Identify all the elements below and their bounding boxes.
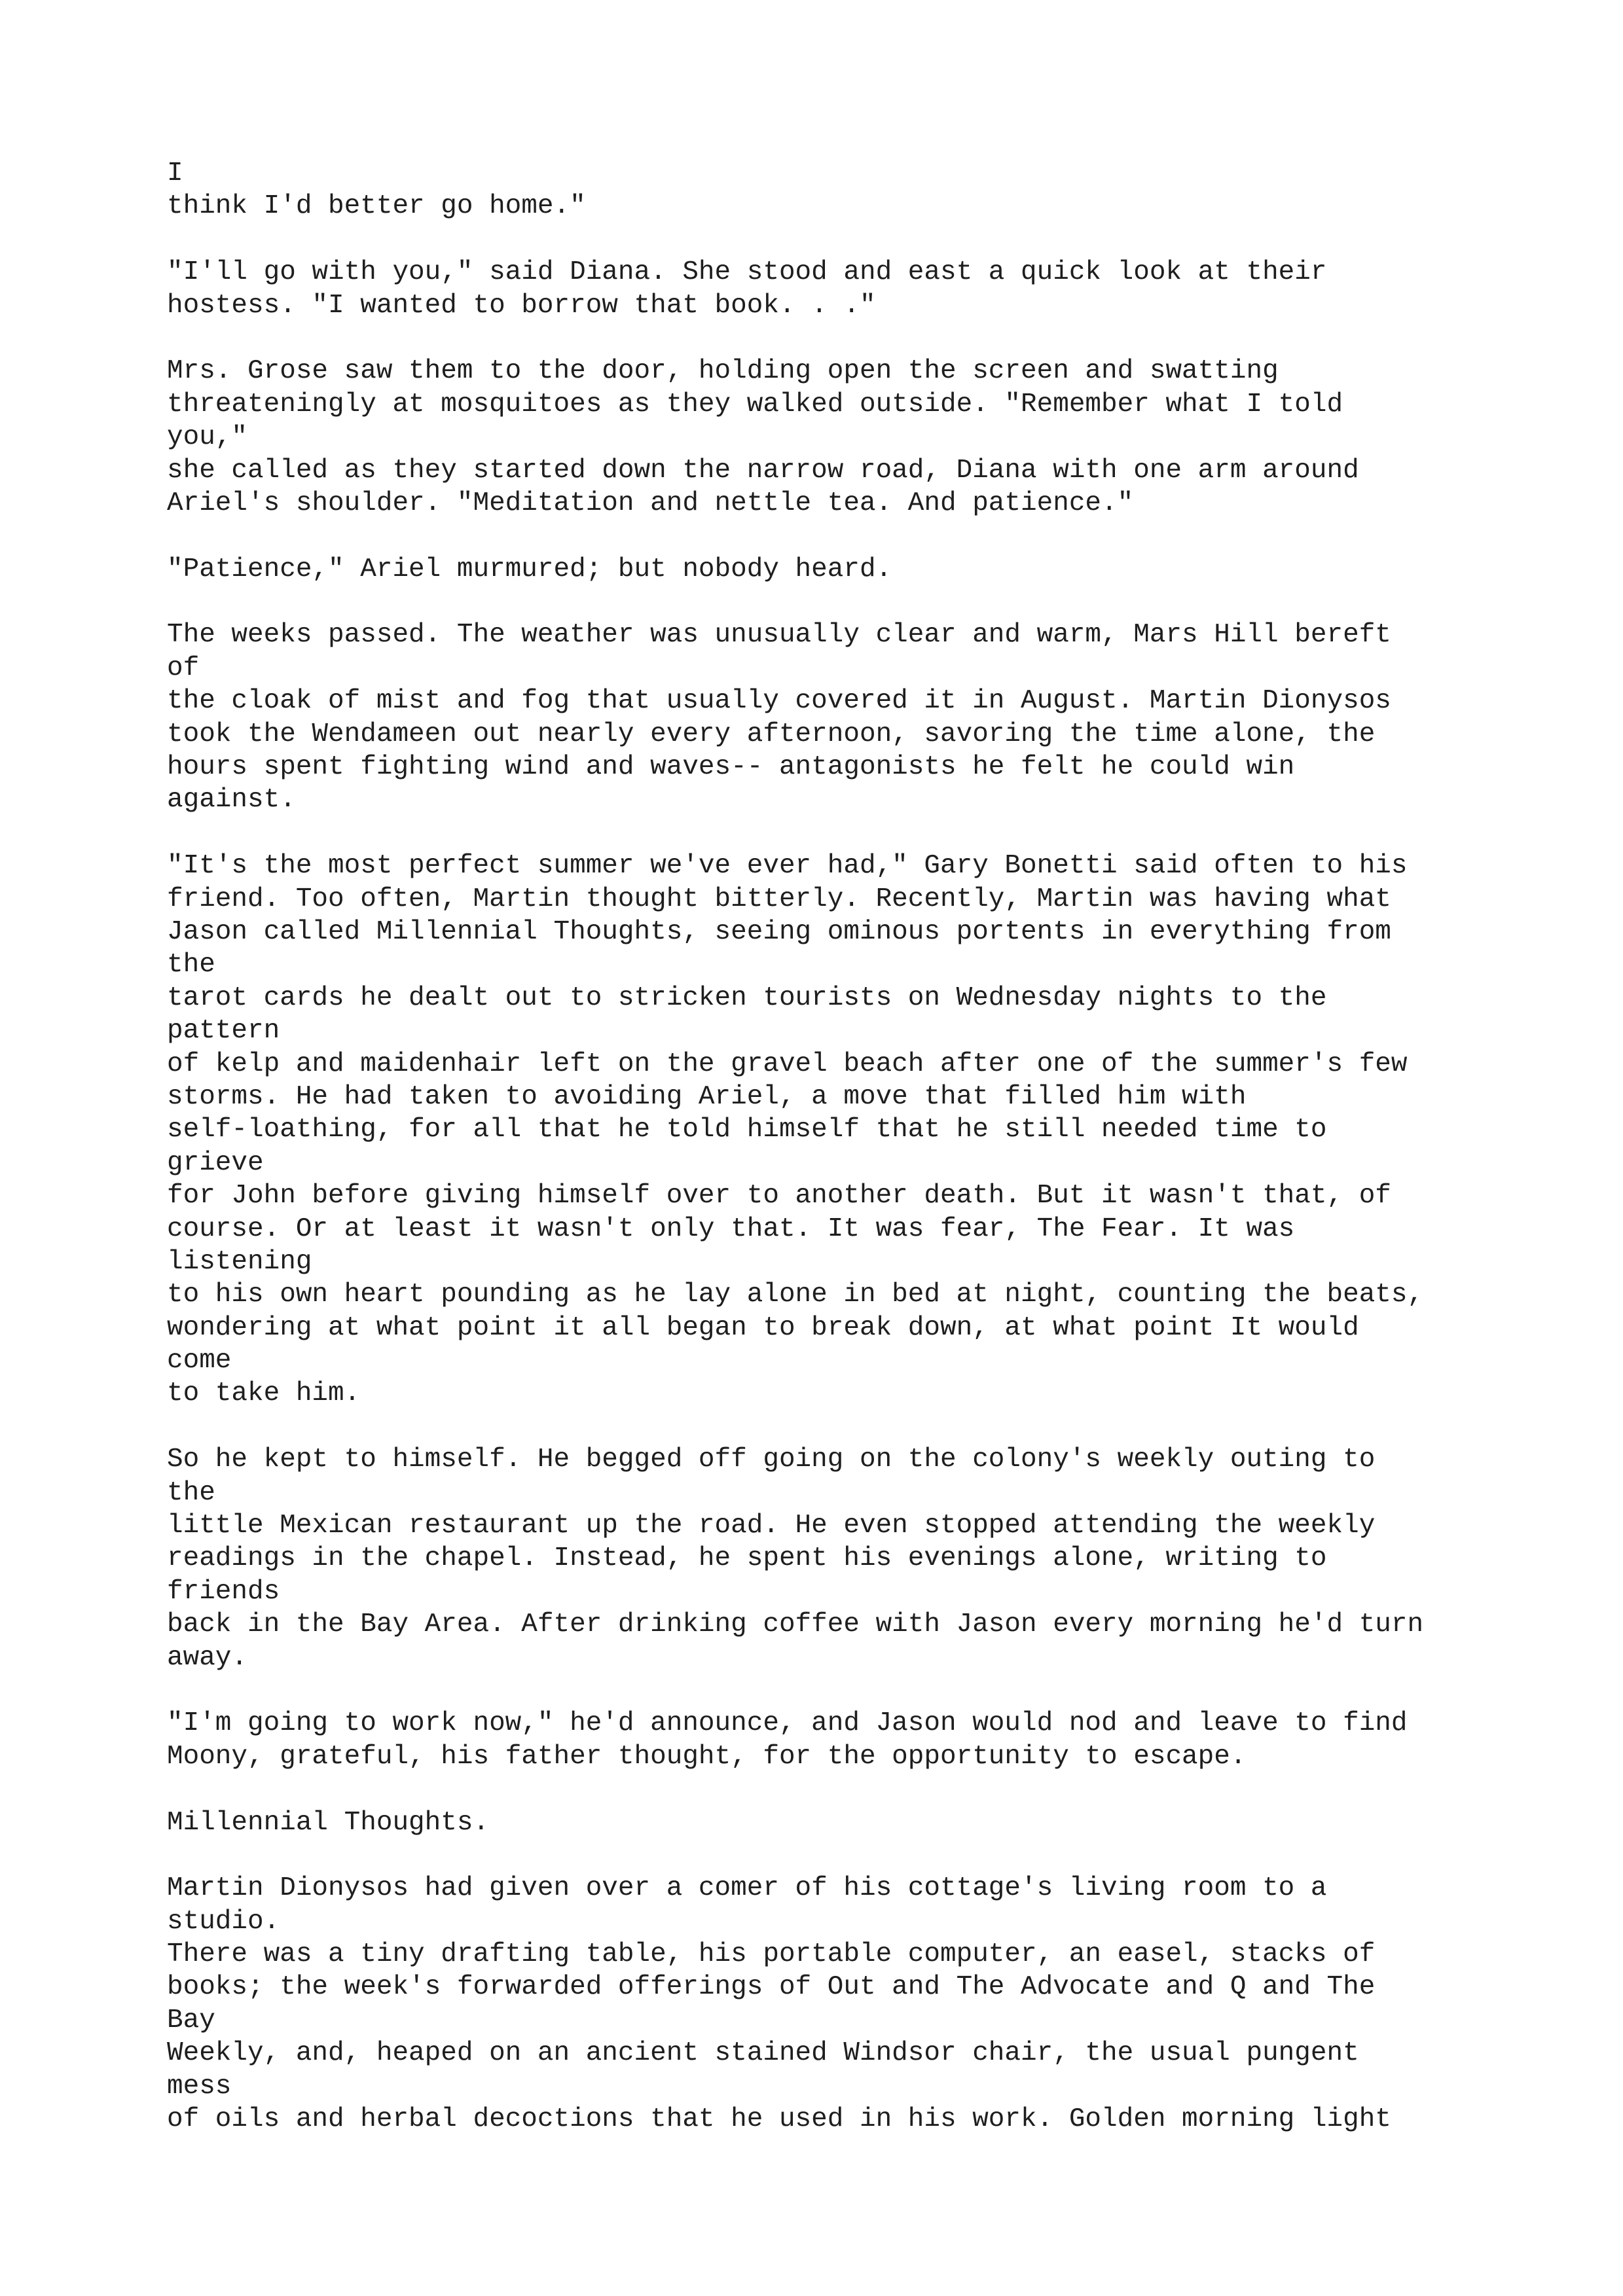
text-line: Millennial Thoughts. [167,1807,490,1838]
text-line: took the Wendameen out nearly every afternoon, savoring the time alone, the [167,719,1376,749]
text-line: think I'd better go home." [167,191,586,222]
text-line [167,1410,1542,1443]
text-line: friends [167,1576,280,1607]
text-line: "It's the most perfect summer we've ever had," Gary Bonetti said often to his [167,851,1408,882]
text-line: There was a tiny drafting table, his portable computer, an easel, stacks of [167,1939,1376,1970]
text-line: "Patience," Ariel murmured; but nobody heard. [167,554,892,584]
text-line: Weekly, and, heaped on an ancient stained Windsor chair, the usual pungent [167,2038,1359,2069]
text-line: The weeks passed. The weather was unusually clear and warm, Mars Hill bereft [167,620,1391,651]
text-line: mess [167,2071,232,2102]
text-line: she called as they started down the narrow road, Diana with one arm around [167,455,1359,486]
text-line: So he kept to himself. He begged off going on the colony's weekly outing to [167,1444,1376,1475]
text-line: come [167,1346,232,1376]
text-line: to his own heart pounding as he lay alone in bed at night, counting the beats, [167,1280,1424,1310]
text-line: self-loathing, for all that he told himself that he still needed time to [167,1115,1327,1145]
text-line [167,1674,1542,1707]
text-line: hours spent fighting wind and waves-- antagonists he felt he could win [167,752,1295,783]
text-line: Bay [167,2005,215,2036]
text-line: pattern [167,1016,280,1047]
text-line [167,520,1542,552]
text-line [167,1839,1542,1872]
text-line: of oils and herbal decoctions that he used in his work. Golden morning light [167,2104,1391,2135]
text-line: tarot cards he dealt out to stricken tourists on Wednesday nights to the [167,982,1327,1013]
text-line: readings in the chapel. Instead, he spent his evenings alone, writing to [167,1543,1327,1574]
text-line: studio. [167,1906,280,1937]
text-line: little Mexican restaurant up the road. He even stopped attending the weekly [167,1511,1376,1541]
text-line: course. Or at least it wasn't only that. It was fear, The Fear. It was [167,1213,1295,1244]
text-line: the [167,1477,215,1508]
text-line: for John before giving himself over to another death. But it wasn't that, of [167,1181,1391,1211]
text-line: "I'm going to work now," he'd announce, and Jason would nod and leave to find [167,1708,1408,1739]
text-line: I [167,158,183,188]
text-line: to take him. [167,1378,361,1409]
text-line: books; the week's forwarded offerings of Out and The Advocate and Q and The [167,1972,1376,2003]
text-line: of [167,653,200,683]
text-line: you," [167,422,248,453]
text-line: Ariel's shoulder. "Meditation and nettle tea. And patience." [167,488,1134,518]
text-line: the [167,950,215,980]
text-line: Moony, grateful, his father thought, for the opportunity to escape. [167,1741,1247,1772]
text-line: wondering at what point it all began to break down, at what point It would [167,1312,1359,1343]
text-line [167,322,1542,355]
text-line: hostess. "I wanted to borrow that book. . ." [167,290,876,321]
text-line: "I'll go with you," said Diana. She stood and east a quick look at their [167,257,1327,288]
text-line: back in the Bay Area. After drinking coffee with Jason every morning he'd turn [167,1609,1424,1640]
text-line: listening [167,1246,312,1277]
text-line: storms. He had taken to avoiding Ariel, a move that filled him with [167,1081,1247,1112]
text-line: grieve [167,1147,264,1178]
text-line: of kelp and maidenhair left on the gravel beach after one of the summer's few [167,1049,1408,1079]
document-body-text [167,157,1542,2136]
text-line [167,586,1542,619]
text-line [167,1773,1542,1806]
text-line: Jason called Millennial Thoughts, seeing ominous portents in everything from [167,916,1391,947]
text-line: threateningly at mosquitoes as they walked outside. "Remember what I told [167,389,1343,420]
text-line: away. [167,1642,248,1673]
text-line: Martin Dionysos had given over a comer of his cottage's living room to a [167,1873,1327,1904]
text-line: against. [167,785,296,816]
text-line [167,817,1542,850]
text-line: Mrs. Grose saw them to the door, holding open the screen and swatting [167,356,1279,387]
text-line [167,223,1542,256]
text-line: the cloak of mist and fog that usually covered it in August. Martin Dionysos [167,686,1391,717]
text-line: friend. Too often, Martin thought bitterly. Recently, Martin was having what [167,884,1391,914]
